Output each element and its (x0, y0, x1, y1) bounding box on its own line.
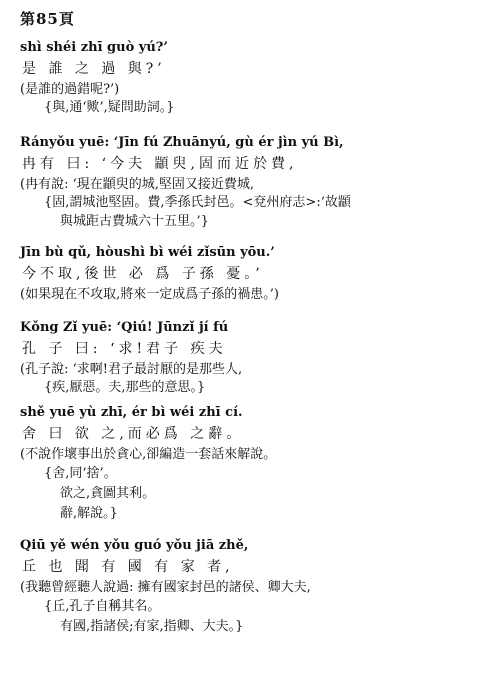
chinese-line: 舍 曰 欲 之,而必爲 之辭。 (22, 426, 245, 442)
translation-line: (是誰的過錯呢?’) (20, 82, 120, 97)
note-line: {丘,孔子自稱其名。 (44, 599, 161, 614)
pinyin-line: Qiū yě wén yǒu guó yǒu jiā zhě, (20, 538, 249, 553)
note-line: {舍,同‘捨’。 (44, 466, 117, 481)
translation-line: (冉有說: ‘現在顓臾的城,堅固又接近費城, (20, 177, 254, 192)
translation-line: (我聽曾經聽人說過: 擁有國家封邑的諸侯、卿大夫, (20, 580, 311, 595)
pinyin-line: Kǒng Zǐ yuē: ‘Qiú! Jūnzǐ jí fú (20, 320, 229, 335)
pinyin-line: Rányǒu yuē: ‘Jīn fú Zhuānyú, gù ér jìn yú Bì, (20, 135, 344, 150)
pinyin-line: Jīn bù qǔ, hòushì bì wéi zǐsūn yōu.’ (20, 245, 275, 260)
pinyin-line: shě yuē yù zhī, ér bì wéi zhī cí. (20, 405, 243, 420)
page-number: 第85頁 (20, 10, 75, 28)
chinese-line: 是 誰 之 過 與?’ (22, 61, 166, 77)
translation-line: (孔子說: ‘求啊!君子最討厭的是那些人, (20, 362, 243, 377)
translation-line: (如果現在不攻取,將來一定成爲子孫的禍患。’) (20, 287, 279, 302)
note-line: 辭,解說。} (60, 506, 118, 521)
note-line: {與,通‘歟’,疑問助詞。} (44, 100, 175, 115)
chinese-line: 冉有 曰: ‘今夫 顓臾,固而近於費, (22, 156, 298, 172)
note-line: 與城距古費城六十五里。’} (60, 214, 209, 229)
chinese-line: 孔 子 曰: ‘求!君子 疾夫 (22, 341, 227, 357)
note-line: 有國,指諸侯;有家,指卿、大夫。} (60, 619, 244, 634)
note-line: 欲之,貪圖其利。 (60, 486, 156, 501)
note-line: {疾,厭惡。夫,那些的意思。} (44, 380, 206, 395)
chinese-line: 今不取,後世 必 爲 子孫 憂。’ (22, 266, 264, 282)
translation-line: (不說作壞事出於貪心,卻編造一套話來解說。 (20, 447, 277, 462)
note-line: {固,謂城池堅固。費,季孫氏封邑。<兗州府志>:‘故顓 (44, 195, 351, 210)
pinyin-line: shì shéi zhī guò yú?’ (20, 40, 168, 55)
chinese-line: 丘 也 聞 有 國 有 家 者, (22, 559, 234, 575)
